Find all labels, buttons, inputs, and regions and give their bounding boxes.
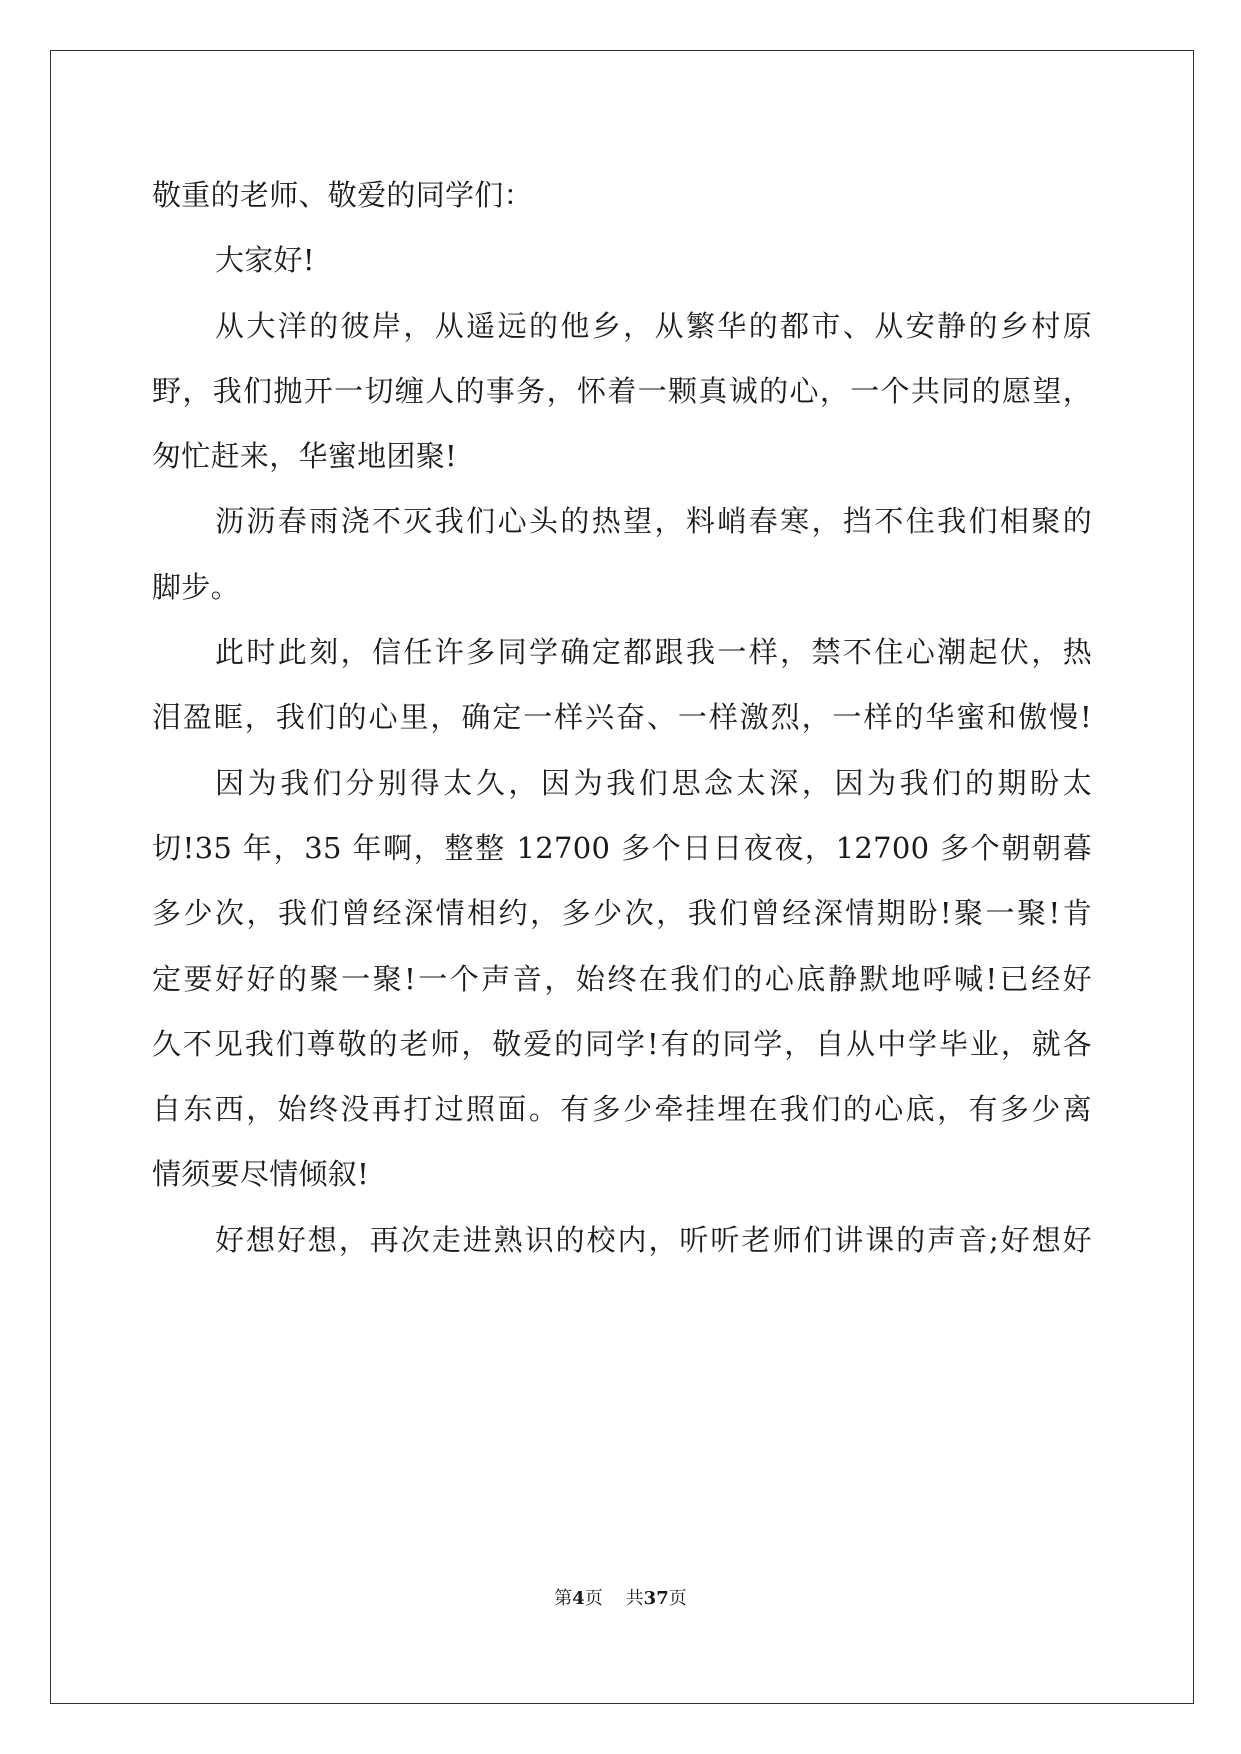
text-line: 大家好! [215, 243, 315, 278]
document-body [152, 163, 1092, 1273]
text-line: 好想好想，再次走进熟识的校内，听听老师们讲课的声音;好想好 [215, 1222, 1092, 1257]
footer-total-pages: 37 [643, 1588, 669, 1609]
text-line: 泪盈眶，我们的心里，确定一样兴奋、一样激烈，一样的华蜜和傲慢! [152, 700, 1092, 735]
footer-total-prefix: 共 [625, 1588, 644, 1609]
page-footer [0, 1584, 1241, 1610]
footer-total-suffix: 页 [668, 1588, 687, 1609]
text-line: 自东西，始终没再打过照面。有多少牵挂埋在我们的心底，有多少离 [152, 1092, 1092, 1127]
text-line: 野，我们抛开一切缠人的事务，怀着一颗真诚的心，一个共同的愿望， [152, 373, 1092, 408]
text-line: 情须要尽情倾叙! [152, 1157, 370, 1192]
footer-page-number: 4 [572, 1588, 585, 1609]
footer-prefix: 第 [554, 1588, 573, 1609]
text-line: 定要好好的聚一聚!一个声音，始终在我们的心底静默地呼喊!已经好 [152, 961, 1092, 996]
text-line: 切!35 年，35 年啊，整整 12700 多个日日夜夜，12700 多个朝朝暮 [152, 830, 1092, 865]
text-line: 从大洋的彼岸，从遥远的他乡，从繁华的都市、从安静的乡村原 [215, 308, 1092, 343]
text-line: 脚步。 [152, 569, 240, 604]
text-line: 此时此刻，信任许多同学确定都跟我一样，禁不住心潮起伏，热 [215, 635, 1092, 670]
text-line: 匆忙赶来，华蜜地团聚! [152, 439, 457, 474]
text-line: 久不见我们尊敬的老师，敬爱的同学!有的同学，自从中学毕业，就各 [152, 1026, 1092, 1061]
text-line: 因为我们分别得太久，因为我们思念太深，因为我们的期盼太 [215, 765, 1092, 800]
text-line: 敬重的老师、敬爱的同学们： [152, 178, 533, 212]
text-line: 多少次，我们曾经深情相约，多少次，我们曾经深情期盼!聚一聚!肯 [152, 896, 1092, 931]
text-line: 沥沥春雨浇不灭我们心头的热望，料峭春寒，挡不住我们相聚的 [215, 504, 1092, 539]
footer-page-suffix: 页 [584, 1588, 603, 1609]
